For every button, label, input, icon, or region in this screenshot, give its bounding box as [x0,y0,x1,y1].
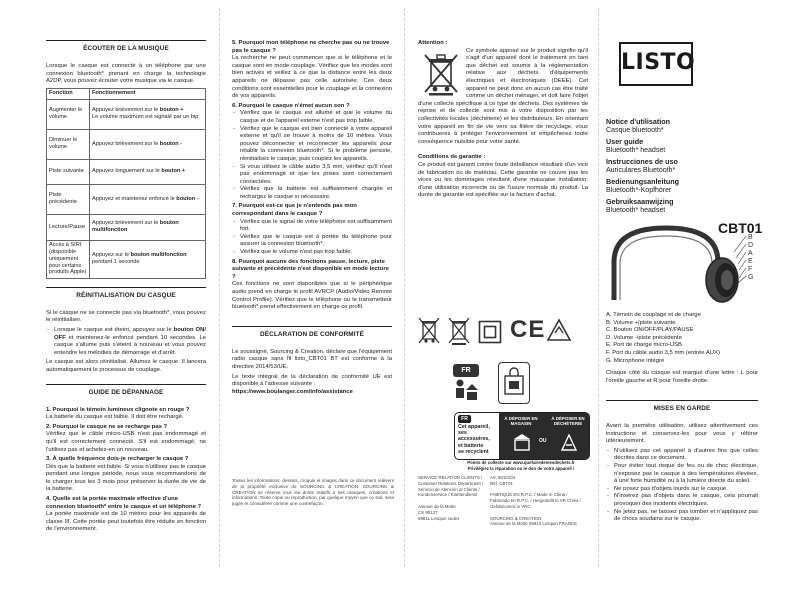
list-item: - Vérifiez que le casque est allumé et que le volume du casque et de l'appareil externe n'est pas trop faible. [232,110,392,125]
table-cell-operation: Appuyez sur le bouton multifonction pendant 1 seconde [90,240,206,278]
weee-small-icon [418,316,440,346]
warranty-text: Ce produit est garanti contre toute défaillance résultant d'un vice de fabrication ou de matériau. Cette garantie ne couvre pas les vices ou les dommages résultant d'une mauvaise installation, d'une utilisation incorrecte ou de l'usure normale du produit. La durée de garantie est spécifiée sur la facture d'achat. [418,161,588,199]
double-insulation-icon [478,320,502,344]
list-item: - Vérifiez que le volume n'est pas trop faible. [232,249,392,257]
section-heading-troubleshoot: GUIDE DE DÉPANNAGE [46,384,206,403]
conformity-text: Le soussigné, Sourcing & Creation, déclare que l'équipement radio casque sans fil listo_CBT01 BT est conforme à la directive 2014/53/UE. [232,348,392,370]
recycle-bin-box [498,362,530,404]
recycle-text [458,424,499,455]
list-item: - Vérifiez que le casque est à portée du téléphone pour assurer la connexion bluetooth*. [232,234,392,249]
reset-bullets [46,327,206,357]
lang-heading: Notice d'utilisation [606,117,671,126]
column-listen-music [46,40,206,615]
service-line: Customer Relations Department / [418,480,484,486]
functions-table [46,88,206,279]
warnings-intro: Avant la première utilisation, utilisez attentivement ces instructions et conservez-les pour vous y référer ultérieurement. [606,423,758,445]
lang-block [606,138,736,155]
triman-panel [418,362,588,472]
recycle-line: ses accessoires, [458,430,490,443]
info-line: Art. 8010104 [490,475,516,480]
copyright-footer: Toutes les informations, dessins, croquis et images dans ce document relèvent de la propriété exclusive de SOURCING & CREATION. SOURCING & CREATION se réserve tous les droits relatifs à ses marques, créations et informations. Toute copie ou reproduction, par quelque moyen que ce soit, sera jugée et considérée comme une contrefaçon. [232,478,394,507]
service-line: Servicio de Atención al Cliente / [418,486,480,492]
recycle-or-label: OU [539,438,547,444]
diagram-letter: A [748,250,753,257]
faq-answer: La recherche ne peut commencer que si le téléphone et le casque sont en mode couplage. Vérifiez que les modes sont bien activés et veillez à ce que la distance entre les deux appareils ne dépasse pas celle autorisée. Ces deux conditions sont essentielles pour le couplage et la connexion de vos appareils. [232,55,392,100]
legend-item: D. Volume -/piste précédente [606,334,682,341]
legend-item: C. Bouton ON/OFF/PLAY/PAUSE [606,327,694,334]
headphone-diagram [606,222,756,304]
faq-answer: La batterie du casque est faible. Il doit être rechargé. [46,414,184,421]
listo-logo-text: LISTO [621,50,696,75]
fold-line-3 [598,8,599,567]
section-heading-listen: ÉCOUTER DE LA MUSIQUE [46,40,206,59]
list-item: - Ne jetez pas, ne laissez pas tomber et n'appliquez pas de chocs soudains sur le casque. [606,509,758,524]
listen-text: Lorsque le casque est connecté à un téléphone par une connexion bluetooth* prenant en charge la technologie A2DP, vous pouvez écouter votre musique via le casque. [46,63,206,85]
lang-sub: Auriculares Bluetooth* [606,166,676,174]
faq-answer: Dès que la batterie est faible. Si vous n'utilisez pas le casque pendant une longue période, nous vous recommandons de le charger tous les 3 mois pour préserver la durée de vie de la batterie. [46,463,206,493]
diagram-letter: E [748,258,753,265]
info-line: Avenue de la Motte 59810 Lesquin FRANCE [490,521,578,527]
list-item: - Lorsque le casque est éteint, appuyez sur le bouton ON/ OFF et maintenez-le enfoncé pendant 10 secondes. Le casque s'allume puis s'éteint à nouveau et vous pouvez entendre les mélodies de démarrage et d'arrêt. [46,327,206,357]
list-item: - N'utilisez pas cet appareil à d'autres fins que celles décrites dans ce document. [606,448,758,463]
recycle-banner-right [499,413,589,459]
legend-item: F. Port du câble audio 3,5 mm (entrée AUX) [606,349,720,356]
section-heading-conformity: DÉCLARATION DE CONFORMITÉ [232,326,392,345]
table-cell-operation: Appuyez et maintenez enfoncé le bouton - [90,184,206,214]
lang-sub: Casque bluetooth* [606,126,664,134]
conformity-url[interactable]: https://www.boulanger.com/info/assistance [232,388,353,395]
diagram-letter: B [748,234,753,241]
table-cell-operation: Appuyez longuement sur le bouton + [90,159,206,184]
table-row [47,159,206,184]
recycle-note-1: Points de collecte sur www.quefairedemesdechets.fr [467,460,575,465]
faq-question: 4. Quelle est la portée maximale effective d'une connexion bluetooth* entre le casque et un téléphone ? [46,496,202,510]
table-header-operation: Fonctionnement [90,88,206,99]
attention-label: Attention : [418,40,448,46]
diagram-letter: G [748,274,754,281]
section-heading-warnings: MISES EN GARDE [606,400,758,419]
recycling-center-icon [559,433,579,451]
table-cell-function: Diminuer le volume [47,129,90,159]
list-item: - Vérifiez que le casque est bien connecté à votre appareil externe et qu'il se trouve à moins de 10 mètres. Vous pouvez déconnecter et reconnecter les appareils pour rétablir la connexion bluetooth*. Si le problème persiste, réinitialisez le casque, puis couplez les appareils. [232,126,392,164]
table-cell-operation: Appuyez brièvement sur le bouton multifonction [90,214,206,240]
recycle-banner-left [455,413,499,459]
table-row [47,184,206,214]
faq-question: 5. Pourquoi mon téléphone ne cherche pas ou ne trouve pas le casque ? [232,40,390,54]
service-line: CS 80137 [418,509,438,515]
store-label: À DÉPOSER EN MAGASIN [504,416,538,426]
faq-question: 8. Pourquoi aucune des fonctions pause, lecture, piste suivante et précédente n'est disponible en mode lecture ? [232,258,389,280]
triman-icon [452,376,482,404]
section-heading-reset: RÉINITIALISATION DU CASQUE [46,287,206,306]
lang-heading: User guide [606,137,644,146]
lang-sub: Bluetooth* headset [606,206,666,214]
table-header-function: Fonction [47,88,90,99]
list-item: - Vérifiez que le signal de votre téléphone est suffisamment fort. [232,219,392,234]
model-number: CBT01 [718,220,763,236]
language-list [606,118,736,215]
reset-intro: Si le casque ne se connecte pas via bluetooth*, vous pouvez le réinitialiser. [46,309,206,324]
lang-block [606,158,736,175]
attention-text: Ce symbole apposé sur le produit signifie qu'il s'agit d'un appareil dont le traitement en tant que déchet est soumis à la réglementation relative aux déchets d'équipements électriques et électroniques (DEEE). Cet appareil ne peut donc en aucun cas être traité comme un déchet ménager, et doit faire l'objet d'une collecte spécifique à ce type de déchets. Des systèmes de reprise et de collecte sont mis à votre disposition par les collectivités locales (déchèterie) et les distributeurs. En orientant votre appareil en fin de vie vers sa filière de recyclage, vous contribuerez à protéger l'environnement et empêcherez toute conséquence nuisible pour votre santé. [418,47,588,145]
list-item: - Pour éviter tout risque de feu ou de choc électrique, n'exposez pas le casque à des températures élevées, à une forte humidité ou à la lumière directe du soleil. [606,463,758,486]
shopping-bag-icon [501,366,527,398]
warnings-bullets [606,448,758,524]
ce-mark: CE [510,316,546,343]
recycle-note-2: Privilégiez la réparation ou le don de votre appareil ! [467,466,575,471]
product-info [490,475,590,527]
fold-line-2 [404,8,405,567]
store-icon [512,433,532,451]
recycle-line: et batterie [458,442,484,449]
lang-heading: Bedienungsanleitung [606,177,680,186]
info-line: FABRIQUÉ EN R.P.C. / Made in China / [490,492,568,498]
table-header-row [47,88,206,99]
table-cell-function: Lecture/Pause [47,214,90,240]
warranty-title: Conditions de garantie : [418,154,486,161]
list-item: - Vérifiez que la batterie est suffisamment chargée et rechargez le casque si nécessaire. [232,186,392,201]
compliance-icons [418,314,588,350]
faq-bullets [232,110,392,201]
faq-question: 6. Pourquoi le casque n'émet aucun son ? [232,102,350,109]
faq-question: 2. Pourquoi le casque ne se recharge pas ? [46,423,168,430]
list-item: - Ne posez pas d'objets lourds sur le casque. [606,486,758,494]
lang-sub: Bluetooth*-Kopfhörer [606,186,672,194]
faq-answer: Vérifiez que le câble micro-USB n'est pas endommagé et qu'il est correctement connecté. S'il est endommagé, ne l'utilisez pas et achetez-en un nouveau. [46,431,206,453]
lang-block [606,118,736,135]
service-info [418,475,488,521]
info-line: Fabricado en R.P.C. / Hergestellt in VR China / [490,498,581,504]
table-row [47,240,206,278]
conformity-text-2: Le texte intégral de la déclaration de conformité UE est disponible à l'adresse suivante : [232,373,392,388]
battery-bin-icon [448,316,470,346]
service-line: Avenue de la Motte [418,503,456,509]
table-cell-function: Augmenter le volume [47,99,90,129]
warnings-section [606,400,758,526]
faq-question: 7. Pourquoi est-ce que je n'entends pas mon correspondant dans le casque ? [232,203,357,218]
faq-answer: La portée maximale est de 10 mètres pour les appareils de classe III. Cette portée peut toutefois être réduite en fonction de l'environnement. [46,511,206,533]
table-row [47,214,206,240]
legend-item: B. Volume +/piste suivante [606,319,676,326]
faq-question: 3. À quelle fréquence dois-je recharger le casque ? [46,456,189,463]
faq-bullets [232,219,392,257]
lang-block [606,198,736,215]
faq-answer: Ces fonctions ne sont disponibles que si le périphérique audio prend en charge le profil AVRCP (Audio/Video Remote Control Profile). Vérifiez que le téléphone ou le transmetteur bluetooth* prend effectivement en charge ce profil. [232,281,392,311]
legend-item: A. Témoin de couplage et de charge [606,312,701,318]
weee-bin-icon [422,52,460,96]
triman-fr-badge: FR [453,364,479,377]
legend-item: E. Port de charge micro-USB [606,342,682,349]
info-line: Réf. CBT01 [490,480,513,486]
recycle-line: Cet appareil, [458,424,490,430]
recycle-fr-badge: FR [458,415,471,423]
diagram-letter: F [748,266,753,273]
lang-sub: Bluetooth* headset [606,146,666,154]
recycle-triangle-icon [546,318,572,344]
table-cell-function: Piste suivante [47,159,90,184]
fold-line-1 [219,8,220,567]
info-line: SOURCING & CREATION [490,515,542,521]
table-cell-function: Piste précédente [47,184,90,214]
listo-logo [619,42,696,86]
service-line: SERVICE RELATION CLIENTS / [418,475,483,480]
info-line: Gefabriceerd in VRC. [490,503,532,509]
service-line: 59811 Lesquin cedex [418,515,460,521]
recycle-line: se recyclent [458,448,489,455]
lang-heading: Gebruiksaanwijzing [606,197,674,206]
list-item: - N'insérez pas d'objets dans le casque, cela pourrait provoquer des incidents électriques. [606,493,758,508]
list-item: - Si vous utilisez le câble audio 3,5 mm, vérifiez qu'il n'est pas endommagé et que les prises sont correctement connectées. [232,164,392,187]
column-faq-conformity [232,40,392,615]
service-line: Kundenservice / Klantendienst [418,492,478,498]
lang-heading: Instrucciones de uso [606,157,678,166]
reset-outro: Le casque est alors réinitialisé. Allumez le casque. Il lancera automatiquement le processus de couplage. [46,359,206,373]
table-row [47,129,206,159]
parts-legend [606,312,756,365]
legend-item: G. Microphone intégré [606,357,665,364]
table-cell-operation: Appuyez brièvement sur le bouton + Le volume maximum est signalé par un bip [90,99,206,129]
diagram-letter: D [748,242,754,249]
table-row [47,99,206,129]
faq-question: 1. Pourquoi le témoin lumineux clignote en rouge ? [46,406,190,413]
side-note: Chaque côté du casque est marqué d'une lettre : L pour l'oreille gauche et R pour l'oreille droite. [606,370,758,384]
center-label: À DÉPOSER EN DÉCHÈTERIE [551,416,585,426]
table-cell-operation: Appuyez brièvement sur le bouton - [90,129,206,159]
lang-block [606,178,736,195]
table-cell-function: Accès à SIRI (disponible uniquement pour certains produits Apple) [47,240,90,278]
recycle-banner [454,412,590,460]
